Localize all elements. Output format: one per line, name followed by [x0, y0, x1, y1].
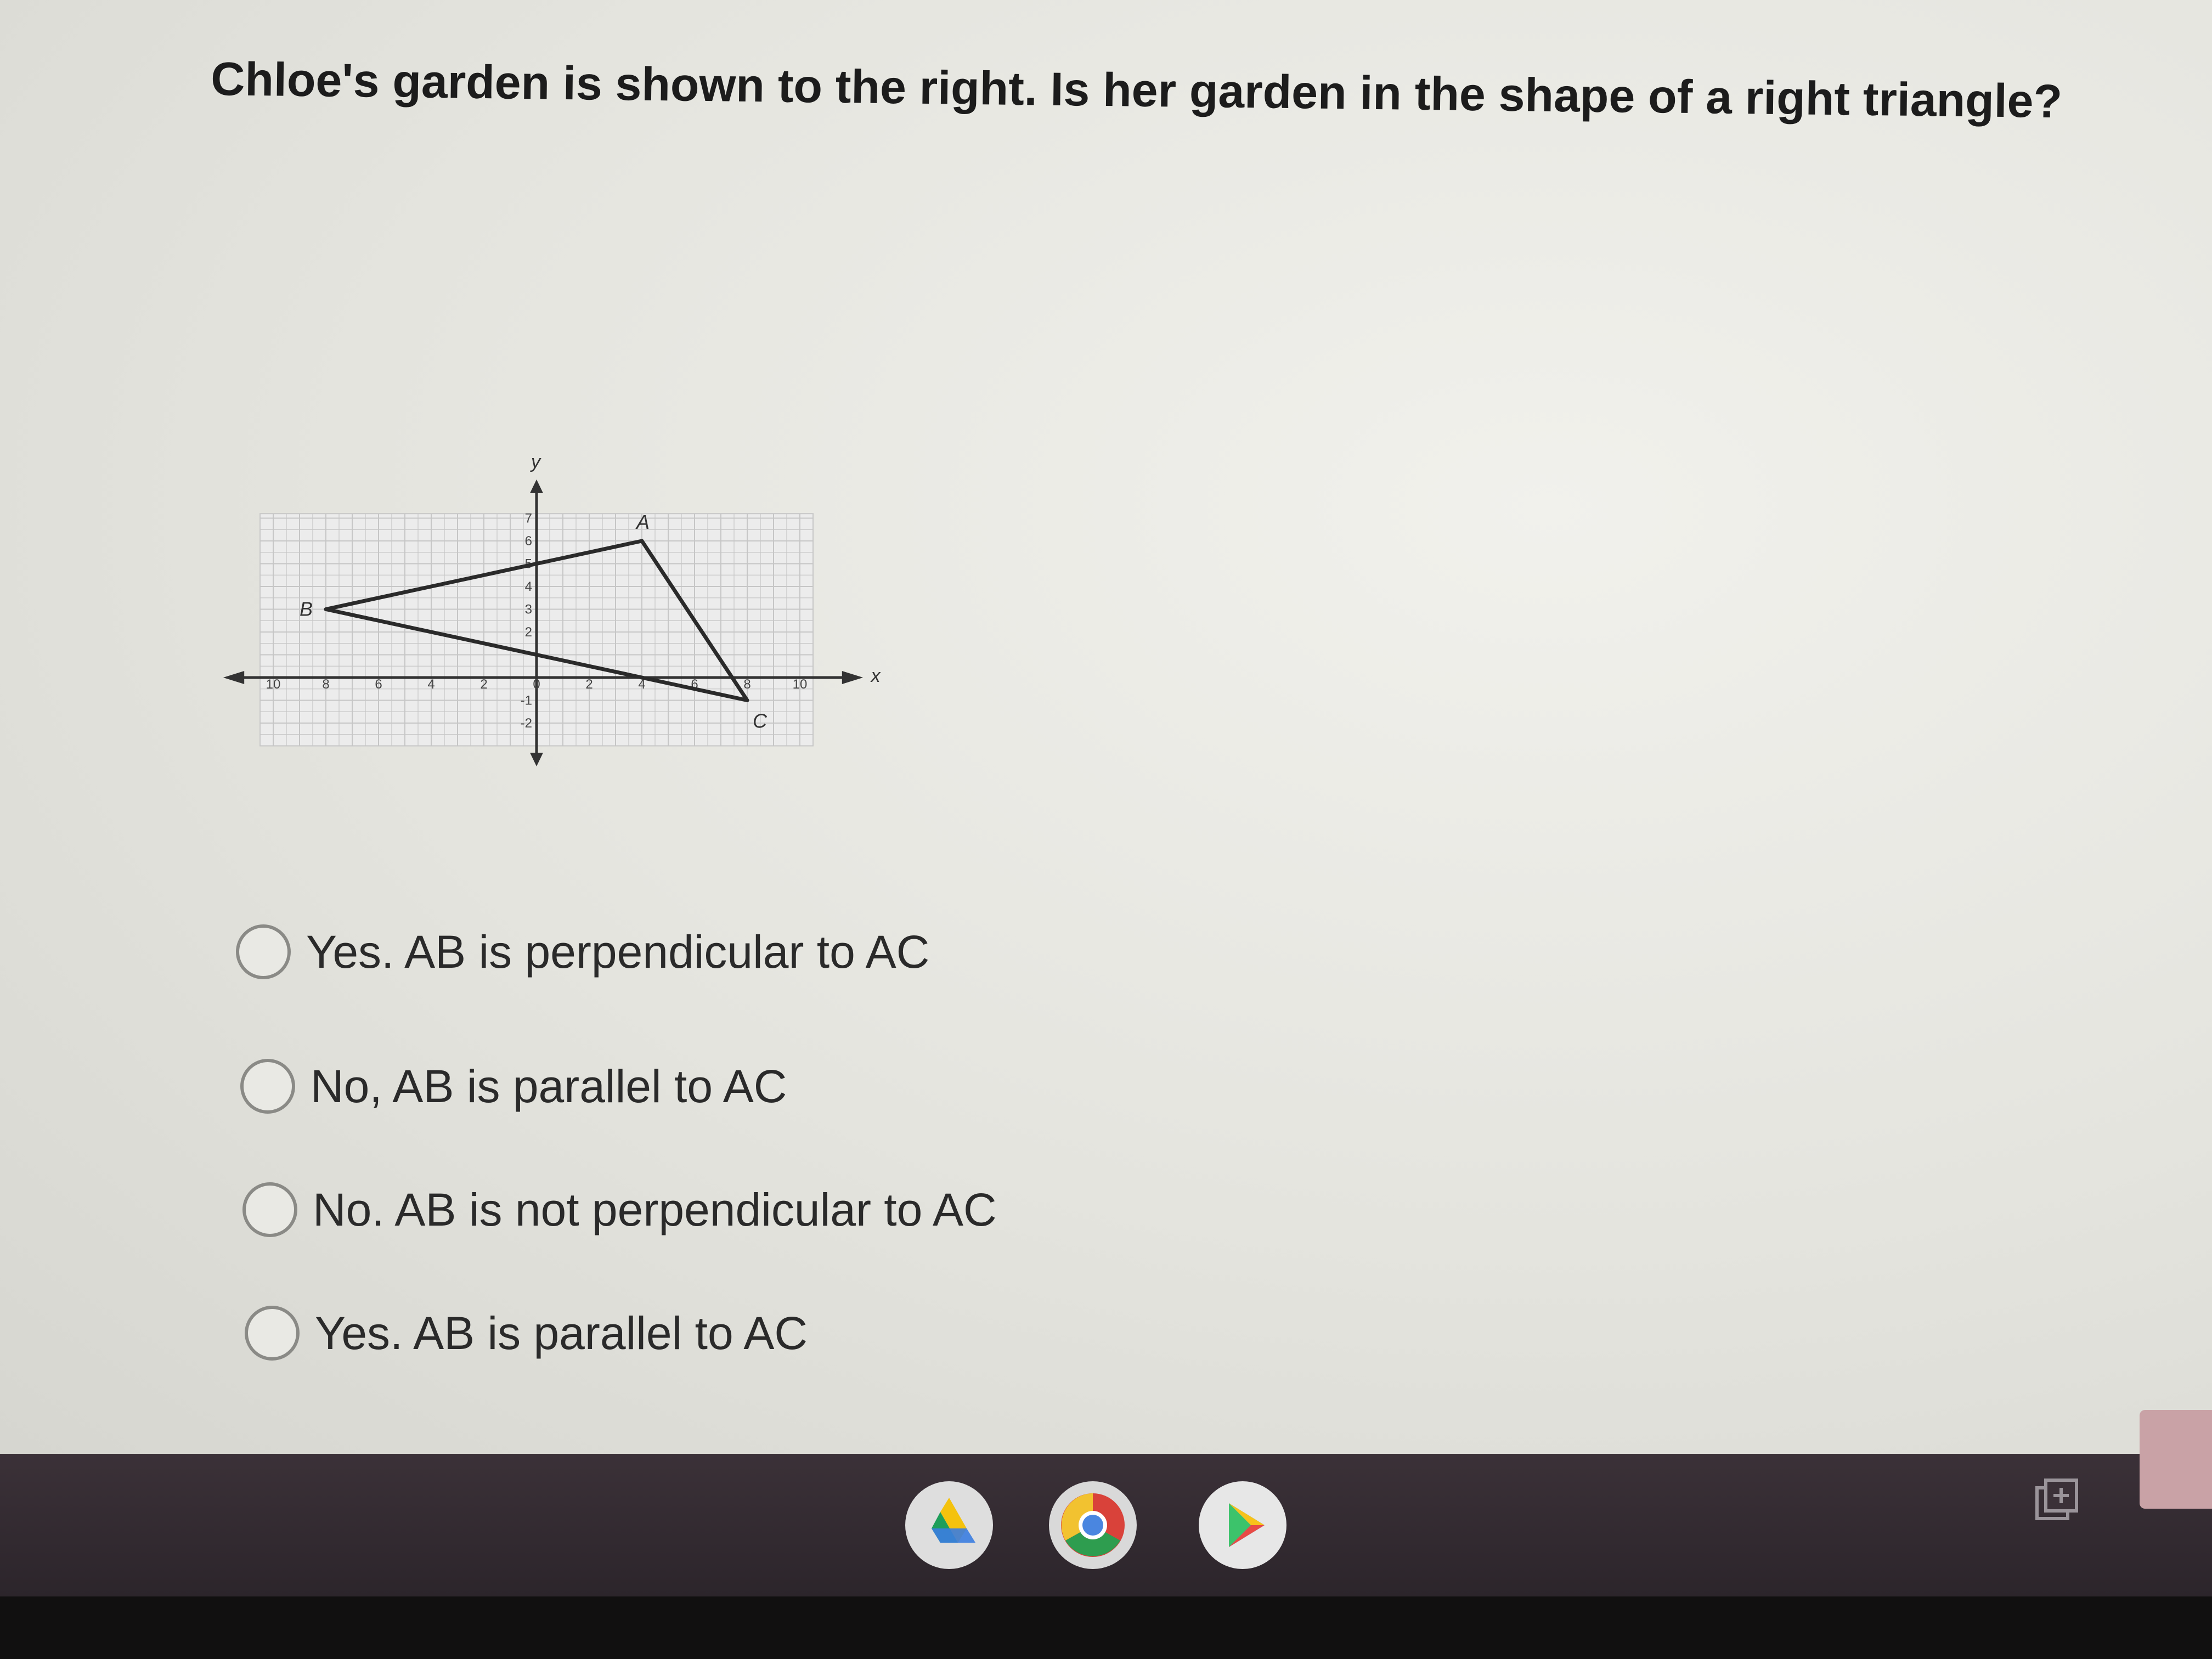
vertex-label-a: A [636, 511, 650, 533]
x-tick-label: 6 [375, 677, 382, 692]
radio-button[interactable] [236, 924, 291, 979]
y-tick-label: -1 [520, 693, 532, 708]
play-store-icon[interactable] [1199, 1481, 1286, 1569]
x-tick-label: 4 [638, 677, 646, 692]
y-tick-label: 7 [524, 511, 532, 526]
option-4[interactable] [245, 1303, 997, 1363]
option-3[interactable] [242, 1180, 997, 1240]
radio-button[interactable] [242, 1182, 297, 1237]
y-axis-label: y [531, 452, 540, 473]
y-tick-label: 5 [524, 556, 532, 572]
vertex-label-b: B [300, 597, 313, 620]
option-label: No, AB is parallel to AC [311, 1060, 787, 1112]
coordinate-graph [217, 165, 930, 839]
x-tick-label: 2 [585, 677, 593, 692]
radio-button[interactable] [240, 1059, 295, 1114]
option-label: Yes. AB is perpendicular to AC [306, 926, 930, 978]
option-2[interactable] [240, 1056, 997, 1116]
graph-svg [217, 165, 930, 839]
x-tick-label: 10 [266, 677, 281, 692]
answer-options [236, 922, 997, 1437]
y-axis-arrow-down [530, 753, 543, 766]
x-tick-label: 2 [480, 677, 488, 692]
x-axis-label: x [871, 665, 881, 686]
x-tick-label: 10 [792, 677, 808, 692]
x-tick-label: 6 [691, 677, 698, 692]
tray-button[interactable] [2140, 1410, 2212, 1509]
x-axis-arrow-left [223, 671, 244, 684]
laptop-bezel [0, 1596, 2212, 1659]
y-tick-label: 2 [524, 625, 532, 640]
option-1[interactable] [236, 922, 997, 982]
y-tick-label: 6 [524, 534, 532, 549]
google-drive-icon[interactable] [905, 1481, 993, 1569]
radio-button[interactable] [245, 1306, 300, 1361]
window-add-icon[interactable] [2033, 1476, 2082, 1525]
x-tick-label: 8 [322, 677, 330, 692]
y-axis-arrow [530, 479, 543, 493]
vertex-label-c: C [753, 709, 767, 732]
x-axis-arrow [842, 671, 863, 684]
x-tick-label: 0 [533, 677, 540, 692]
x-tick-label: 8 [743, 677, 751, 692]
question-text: Chloe's garden is shown to the right. Is her garden in the shape of a right triangle? [210, 52, 2063, 128]
chrome-icon[interactable] [1049, 1481, 1137, 1569]
y-tick-label: 3 [524, 602, 532, 617]
x-tick-label: 4 [427, 677, 435, 692]
y-tick-label: 4 [524, 579, 532, 594]
y-tick-label: -2 [520, 716, 532, 731]
option-label: Yes. AB is parallel to AC [315, 1307, 808, 1359]
option-label: No. AB is not perpendicular to AC [313, 1183, 997, 1235]
chromeos-shelf [0, 1454, 2212, 1596]
